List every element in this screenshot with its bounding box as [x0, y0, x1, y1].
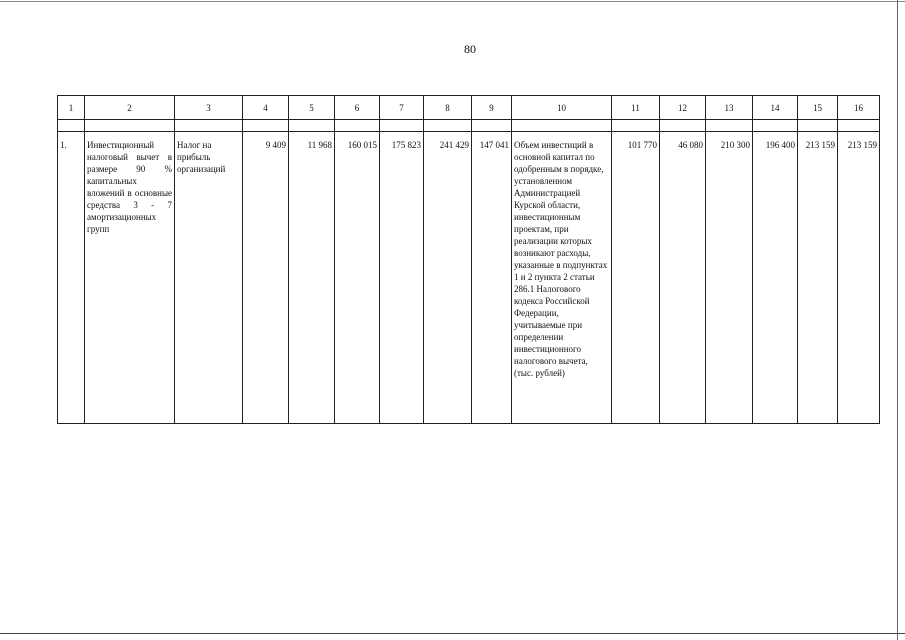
spacer-cell [289, 120, 335, 132]
bottom-edge-line [0, 633, 905, 634]
spacer-cell [175, 120, 243, 132]
spacer-cell [798, 120, 838, 132]
header-cell: 12 [660, 96, 706, 120]
value-col-16: 213 159 [838, 132, 880, 424]
value-col-15: 213 159 [798, 132, 838, 424]
header-cell: 14 [753, 96, 798, 120]
value-col-4: 9 409 [243, 132, 289, 424]
header-cell: 6 [335, 96, 380, 120]
spacer-cell [512, 120, 612, 132]
header-cell: 5 [289, 96, 335, 120]
spacer-cell [85, 120, 175, 132]
data-table [57, 95, 880, 424]
spacer-cell [243, 120, 289, 132]
spacer-cell [706, 120, 753, 132]
spacer-cell [58, 120, 85, 132]
value-col-9: 147 041 [472, 132, 512, 424]
value-col-5: 11 968 [289, 132, 335, 424]
header-cell: 1 [58, 96, 85, 120]
row-number: 1. [58, 132, 85, 424]
header-cell: 8 [424, 96, 472, 120]
header-row [58, 96, 880, 120]
header-cell: 7 [380, 96, 424, 120]
header-cell: 2 [85, 96, 175, 120]
header-cell: 13 [706, 96, 753, 120]
spacer-cell [612, 120, 660, 132]
value-col-6: 160 015 [335, 132, 380, 424]
header-cell: 10 [512, 96, 612, 120]
top-edge-line [0, 1, 905, 2]
header-cell: 3 [175, 96, 243, 120]
value-col-11: 101 770 [612, 132, 660, 424]
header-cell: 16 [838, 96, 880, 120]
spacer-cell [753, 120, 798, 132]
table-row [58, 132, 880, 424]
page-number: 80 [464, 42, 476, 56]
indicator-description: Объем инвестиций в основной капитал по одобренным в порядке, установленном Администрацией Курской области, инвестиционным проектам, при реализации которых возникают расходы, указанные в подпунктах 1 и 2 пункта 2 статьи 286.1 Налогового кодекса Российской Федерации, учитываемые при определении инвестиционного налогового вычета, (тыс. рублей) [512, 132, 612, 424]
tax-type: Налог на прибыль организаций [175, 132, 243, 424]
spacer-cell [380, 120, 424, 132]
spacer-row [58, 120, 880, 132]
spacer-cell [838, 120, 880, 132]
right-edge-line [897, 0, 898, 640]
header-cell: 9 [472, 96, 512, 120]
spacer-cell [424, 120, 472, 132]
header-cell: 15 [798, 96, 838, 120]
spacer-cell [472, 120, 512, 132]
header-cell: 11 [612, 96, 660, 120]
value-col-7: 175 823 [380, 132, 424, 424]
header-cell: 4 [243, 96, 289, 120]
spacer-cell [660, 120, 706, 132]
value-col-13: 210 300 [706, 132, 753, 424]
value-col-14: 196 400 [753, 132, 798, 424]
spacer-cell [335, 120, 380, 132]
benefit-name: Инвестиционный налоговый вычет в размере 90 % капитальных вложений в основные средства 3 - 7 амортизационных групп [85, 132, 175, 424]
value-col-8: 241 429 [424, 132, 472, 424]
value-col-12: 46 080 [660, 132, 706, 424]
